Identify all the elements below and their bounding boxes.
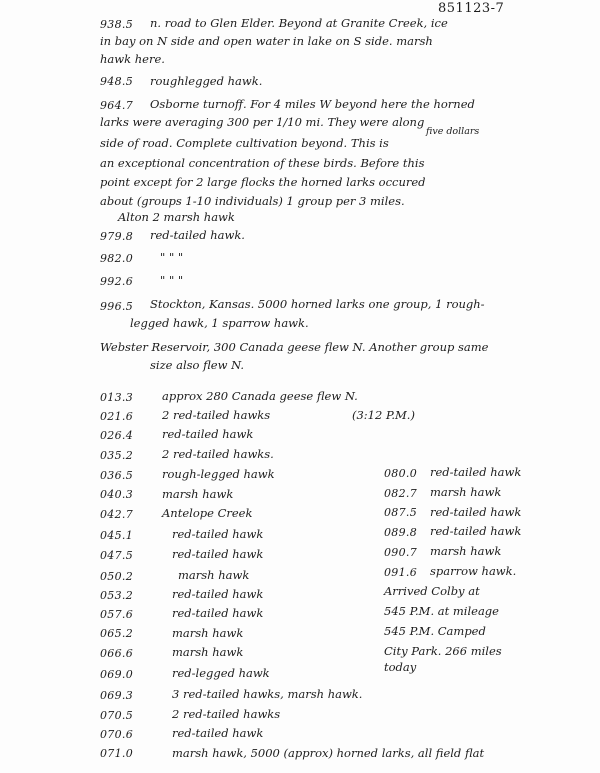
entry-text: 545 P.M. at mileage	[384, 603, 499, 618]
ditto-marks: " " "	[160, 250, 184, 264]
mileage: 066.6	[100, 647, 133, 661]
mileage: 070.6	[100, 727, 133, 741]
entry-text: Alton 2 marsh hawk	[118, 210, 235, 224]
mileage: 057.6	[100, 607, 133, 621]
mileage: 948.5	[100, 75, 133, 88]
ditto-marks: " " "	[160, 273, 184, 287]
entry-text: red-tailed hawk	[172, 527, 264, 542]
mileage: 050.2	[100, 569, 133, 583]
mileage: 042.7	[100, 508, 133, 522]
entry-text: marsh hawk, 5000 (approx) horned larks, all field flat	[172, 745, 485, 760]
time-note: (3:12 P.M.)	[352, 408, 415, 422]
entry-text: marsh hawk	[172, 645, 244, 660]
mileage: 964.7	[100, 99, 133, 112]
mileage: 045.1	[100, 528, 133, 542]
entry-text: n. road to Glen Elder. Beyond at Granite Creek, ice	[150, 16, 448, 30]
entry-text: Antelope Creek	[162, 506, 253, 521]
mileage: 026.4	[100, 428, 133, 442]
mileage: 979.8	[100, 230, 133, 243]
entry-text: legged hawk, 1 sparrow hawk.	[130, 316, 309, 330]
entry-text: larks were averaging 300 per 1/10 mi. They were along	[100, 115, 425, 129]
mileage: 035.2	[100, 448, 133, 462]
entry-text: marsh hawk	[172, 625, 244, 640]
mileage: 069.0	[100, 667, 133, 681]
mileage: 089.8	[384, 526, 417, 540]
entry-text: rough-legged hawk	[162, 466, 275, 481]
entry-text: Arrived Colby at	[384, 584, 480, 598]
entry-text: red-tailed hawk	[430, 464, 522, 479]
entry-text: marsh hawk	[178, 567, 250, 582]
mileage: 040.3	[100, 488, 133, 502]
entry-text: Osborne turnoff. For 4 miles W beyond here the horned	[150, 97, 475, 111]
mileage: 013.3	[100, 390, 133, 404]
entry-text: red-tailed hawk	[162, 426, 254, 441]
mileage: 992.6	[100, 275, 133, 288]
entry-text: red-tailed hawk	[172, 547, 264, 561]
mileage: 065.2	[100, 627, 133, 641]
entry-text: point except for 2 large flocks the horned larks occured	[100, 175, 426, 189]
entry-text: City Park. 266 miles	[384, 643, 502, 658]
entry-text: marsh hawk	[430, 544, 502, 559]
mileage: 047.5	[100, 548, 133, 562]
entry-text: Stockton, Kansas. 5000 horned larks one group, 1 rough-	[150, 297, 485, 311]
mileage: 053.2	[100, 588, 133, 602]
mileage: 090.7	[384, 546, 417, 560]
entry-text: 3 red-tailed hawks, marsh hawk.	[172, 686, 363, 701]
entry-text: size also flew N.	[150, 358, 245, 372]
entry-text: Webster Reservoir, 300 Canada geese flew N. Another group same	[100, 340, 489, 354]
mileage: 071.0	[100, 747, 133, 761]
mileage: 982.0	[100, 252, 133, 265]
mileage: 021.6	[100, 409, 133, 423]
entry-text: 2 red-tailed hawks	[162, 408, 271, 422]
entry-text: red-legged hawk	[172, 666, 270, 681]
mileage: 036.5	[100, 468, 133, 482]
entry-text: in bay on N side and open water in lake on S side. marsh	[100, 34, 433, 48]
entry-text: marsh hawk	[162, 486, 234, 501]
page-id: 851123-7	[438, 1, 505, 16]
entry-text: red-tailed hawk	[430, 504, 522, 519]
entry-text: red-tailed hawk	[172, 725, 264, 740]
entry-text: today	[384, 659, 417, 674]
inserted-note: five dollars	[426, 126, 480, 137]
mileage: 082.7	[384, 486, 417, 500]
entry-text: red-tailed hawk.	[150, 228, 245, 242]
mileage: 091.6	[384, 565, 417, 579]
entry-text: red-tailed hawk	[172, 605, 264, 620]
entry-text: marsh hawk	[430, 484, 502, 499]
entry-text: sparrow hawk.	[430, 564, 517, 579]
entry-text: side of road. Complete cultivation beyond. This is	[100, 136, 389, 150]
entry-text: red-tailed hawk	[172, 586, 264, 601]
mileage: 996.5	[100, 300, 133, 313]
entry-text: approx 280 Canada geese flew N.	[162, 389, 358, 403]
entry-text: 2 red-tailed hawks.	[162, 446, 274, 461]
mileage: 087.5	[384, 506, 417, 520]
entry-text: about (groups 1-10 individuals) 1 group per 3 miles.	[100, 194, 405, 208]
mileage: 070.5	[100, 708, 133, 722]
entry-text: red-tailed hawk	[430, 524, 522, 539]
mileage: 080.0	[384, 466, 417, 480]
entry-text: hawk here.	[100, 52, 165, 66]
mileage: 069.3	[100, 688, 133, 702]
entry-text: 545 P.M. Camped	[384, 623, 486, 638]
entry-text: 2 red-tailed hawks	[172, 706, 281, 721]
entry-text: roughlegged hawk.	[150, 74, 263, 88]
entry-text: an exceptional concentration of these birds. Before this	[100, 156, 425, 170]
mileage: 938.5	[100, 18, 133, 31]
